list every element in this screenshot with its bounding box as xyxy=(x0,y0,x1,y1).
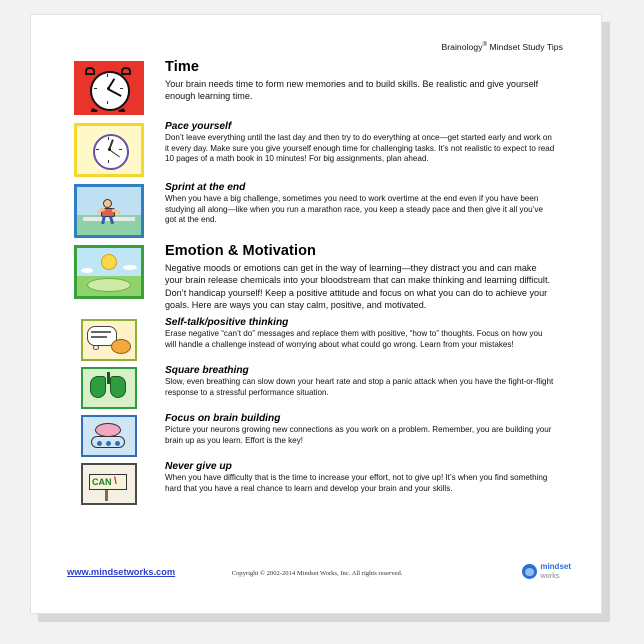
section-body: Slow, even breathing can slow down your heart rate and stop a panic attack when you have the fight-or-flight response to a stressful performance situation. xyxy=(165,377,554,397)
text-cell xyxy=(165,317,581,350)
text-cell xyxy=(165,365,581,398)
logo-line-2: works xyxy=(540,570,560,580)
list-item xyxy=(53,365,581,409)
list-item xyxy=(53,461,581,505)
icon-cell xyxy=(53,182,165,238)
section-heading: Square breathing xyxy=(165,365,249,377)
section-body: Erase negative “can’t do” messages and replace them with positive, “how to” thoughts. Focus on how you will handle a challenge instead of worrying about what could go wrong. Learn from your mistakes! xyxy=(165,329,543,349)
logo-line-1: mindset xyxy=(540,562,571,571)
text-cell xyxy=(165,461,581,494)
neuron-network-icon xyxy=(81,415,137,457)
text-cell xyxy=(165,182,581,226)
lungs-breathing-icon xyxy=(81,367,137,409)
icon-cell xyxy=(53,59,165,115)
icon-cell xyxy=(53,243,165,299)
section-heading: Emotion & Motivation xyxy=(165,243,317,259)
list-item xyxy=(53,59,581,115)
runner-sprint-icon xyxy=(74,184,144,238)
section-body: Don’t leave everything until the last day and then try to do everything at once—get started early and work on it every day. Make sure you give yourself enough time for challenging tasks. It’s not realistic to expect to read 10 pages of a math book in 10 minutes! For big assignments, plan ahead. xyxy=(165,133,555,164)
header-title: Mindset Study Tips xyxy=(487,42,563,52)
section-heading: Sprint at the end xyxy=(165,182,246,193)
cant-sign-icon: CAN \ xyxy=(81,463,137,505)
poster xyxy=(30,14,602,614)
icon-cell xyxy=(53,317,165,361)
section-body: Your brain needs time to form new memories and to build skills. Be realistic and give yourself enough learning time. xyxy=(165,79,539,102)
icon-cell xyxy=(53,365,165,409)
icon-cell xyxy=(53,121,165,177)
yellow-wall-clock-icon xyxy=(74,123,144,177)
text-cell xyxy=(165,121,581,165)
list-item xyxy=(53,182,581,238)
section-heading: Pace yourself xyxy=(165,121,232,132)
brain-logo-icon xyxy=(522,564,537,579)
icon-cell xyxy=(53,461,165,505)
mindset-works-logo xyxy=(522,563,571,580)
website-link[interactable]: www.mindsetworks.com xyxy=(67,567,176,577)
section-heading: Focus on brain building xyxy=(165,413,281,425)
poster-sheet xyxy=(53,33,581,597)
section-body: Picture your neurons growing new connections as you work on a problem. Remember, you are building your brain up as you learn. Effort is the key! xyxy=(165,425,552,445)
sun-over-landscape-icon xyxy=(74,245,144,299)
document-footer xyxy=(53,563,581,589)
logo-text xyxy=(540,563,571,580)
thought-bubble-icon xyxy=(81,319,137,361)
section-heading: Self-talk/positive thinking xyxy=(165,317,289,329)
text-cell xyxy=(165,59,581,103)
list-item xyxy=(53,243,581,311)
section-heading: Time xyxy=(165,59,199,75)
section-body: Negative moods or emotions can get in the way of learning—they distract you and can make your brain release chemicals into your bloodstream that can make thinking and learning difficult. Don’t handicap yourself! Keep a positive attitude and focus on what you can do to achieve your goals. Here are ways you can stay calm, positive, and motivated. xyxy=(165,263,551,310)
text-cell xyxy=(165,413,581,446)
section-body: When you have difficulty that is the time to increase your effort, not to give up! It’s when you find something hard that you have a real chance to learn and develop your brain and your skills. xyxy=(165,473,548,493)
brand-name: Brainology xyxy=(441,42,483,52)
section-body: When you have a big challenge, sometimes you need to work overtime at the end even if you have been studying all along—like when you run a marathon race, you keep a steady pace and then give it all you’ve got at the end. xyxy=(165,194,543,225)
section-heading: Never give up xyxy=(165,461,232,473)
text-cell xyxy=(165,243,581,311)
list-item xyxy=(53,317,581,361)
list-item xyxy=(53,121,581,177)
registered-mark: ® xyxy=(482,42,488,49)
icon-cell xyxy=(53,413,165,457)
list-item xyxy=(53,413,581,457)
tips-list xyxy=(53,59,581,507)
document-header xyxy=(441,42,563,52)
copyright-text: Copyright © 2002-2014 Mindset Works, Inc. All rights reserved. xyxy=(231,570,403,577)
red-alarm-clock-icon xyxy=(74,61,144,115)
